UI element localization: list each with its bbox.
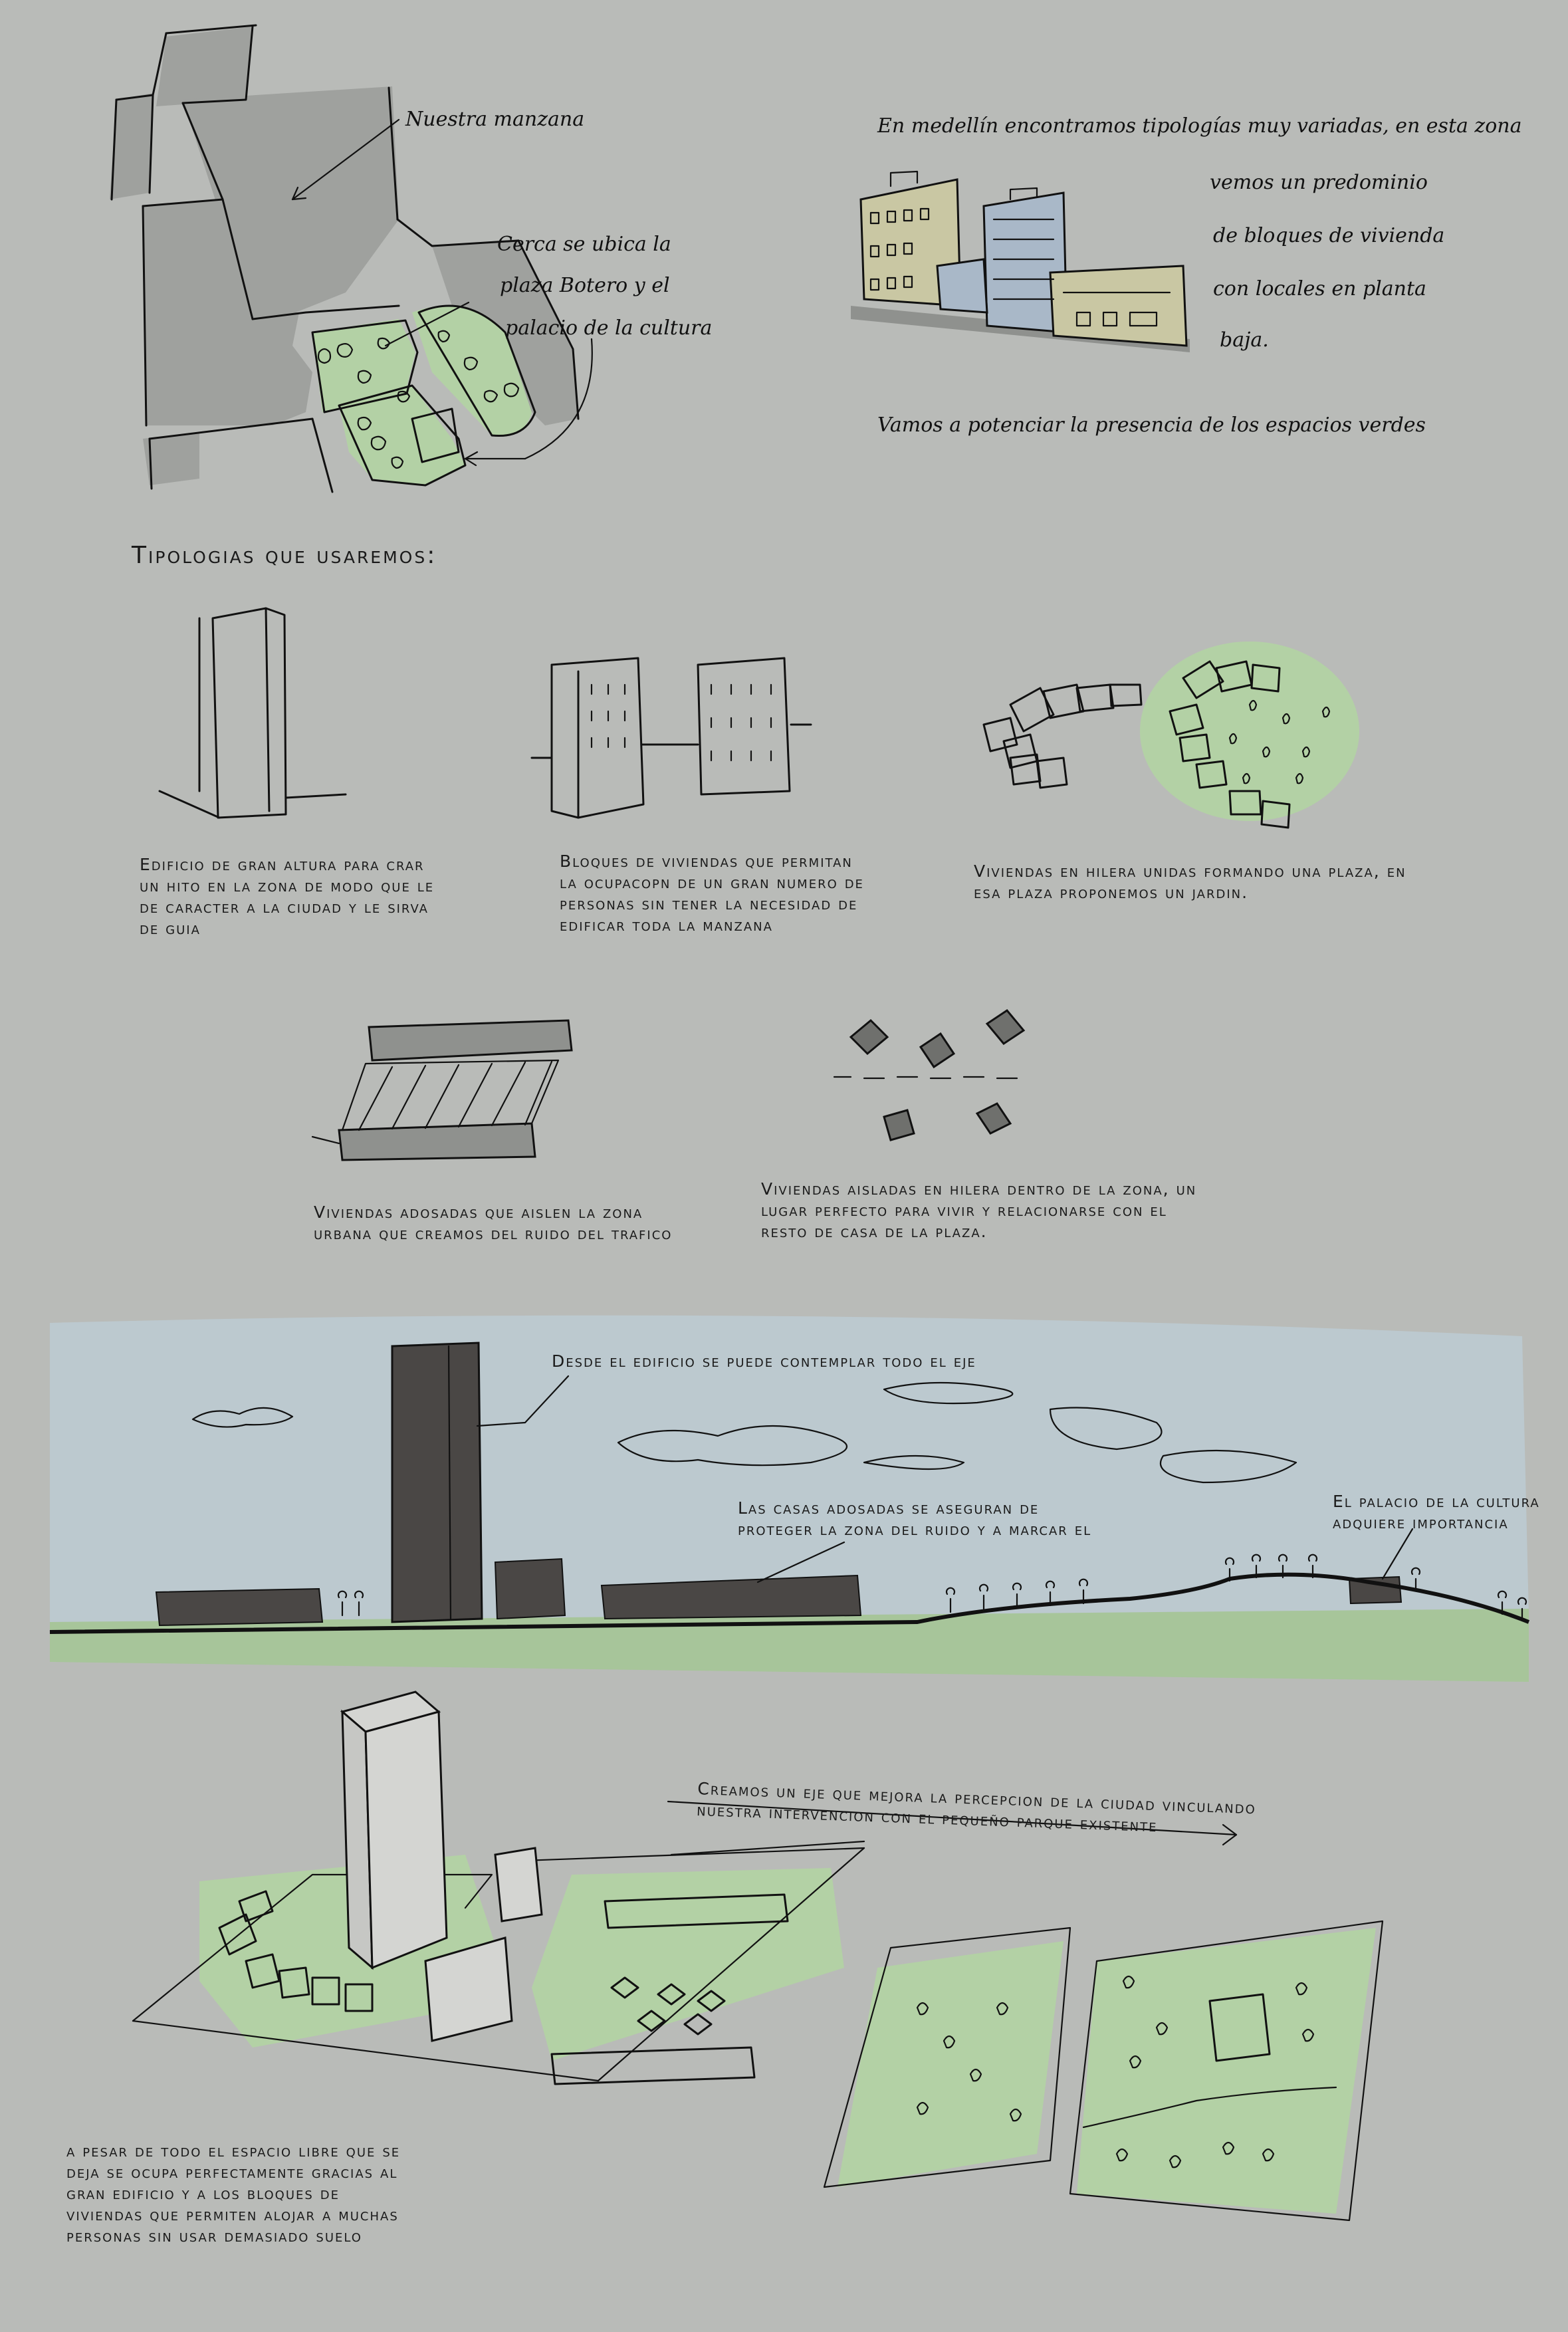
section-note-edificio: Desde el edificio se puede contemplar todo el eje bbox=[552, 1351, 976, 1371]
section-note-palacio: El palacio de la cultura adquiere importancia bbox=[1333, 1492, 1540, 1532]
note-medellin-line5: baja. bbox=[1220, 328, 1269, 352]
note-cerca-line2: plaza Botero y el bbox=[500, 274, 670, 297]
note-cerca-line3: palacio de la cultura bbox=[505, 316, 713, 340]
note-cerca-line1: Cerca se ubica la bbox=[497, 233, 671, 256]
caption-hilera: Viviendas en hilera unidas formando una plaza, en esa plaza proponemos un jardin. bbox=[974, 862, 1406, 902]
caption-bloques: Bloques de viviendas que permitan la ocupacopn de un gran numero de personas sin tener la necesidad de edificar toda la manzana bbox=[560, 852, 864, 935]
note-medellin-line3: de bloques de vivienda bbox=[1213, 224, 1445, 247]
caption-aisladas: Viviendas aisladas en hilera dentro de la zona, un lugar perfecto para vivir y relacionarse con el resto de casa de la plaza. bbox=[761, 1179, 1197, 1241]
tipologias-title: Tipologias que usaremos: bbox=[132, 542, 437, 569]
section-note-adosadas: Las casas adosadas se aseguran de proteger la zona del ruido y a marcar el bbox=[738, 1498, 1092, 1539]
note-medellin-line1: En medellín encontramos tipologías muy variadas, en esta zona bbox=[877, 114, 1522, 138]
note-potenciar: Vamos a potenciar la presencia de los espacios verdes bbox=[877, 413, 1426, 437]
caption-edificio: Edificio de gran altura para crar un hito en la zona de modo que le de caracter a la ciudad y le sirva de guia bbox=[140, 855, 435, 938]
note-medellin-line2: vemos un predominio bbox=[1210, 171, 1428, 194]
axo-note-eje: Creamos un eje que mejora la percepcion de la ciudad vinculando nuestra intervencion con el pequeño parque existente bbox=[696, 1778, 1257, 1836]
note-medellin-line4: con locales en planta bbox=[1213, 277, 1426, 300]
axo-note-espacio-libre: a pesar de todo el espacio libre que se deja se ocupa perfectamente gracias al gran edificio y a los bloques de viviendas que permiten alojar a muchas personas sin usar demasiado suelo bbox=[66, 2141, 401, 2246]
note-nuestra-manzana: Nuestra manzana bbox=[405, 108, 585, 131]
caption-adosadas: Viviendas adosadas que aislen la zona urbana que creamos del ruido del trafico bbox=[314, 1203, 673, 1243]
